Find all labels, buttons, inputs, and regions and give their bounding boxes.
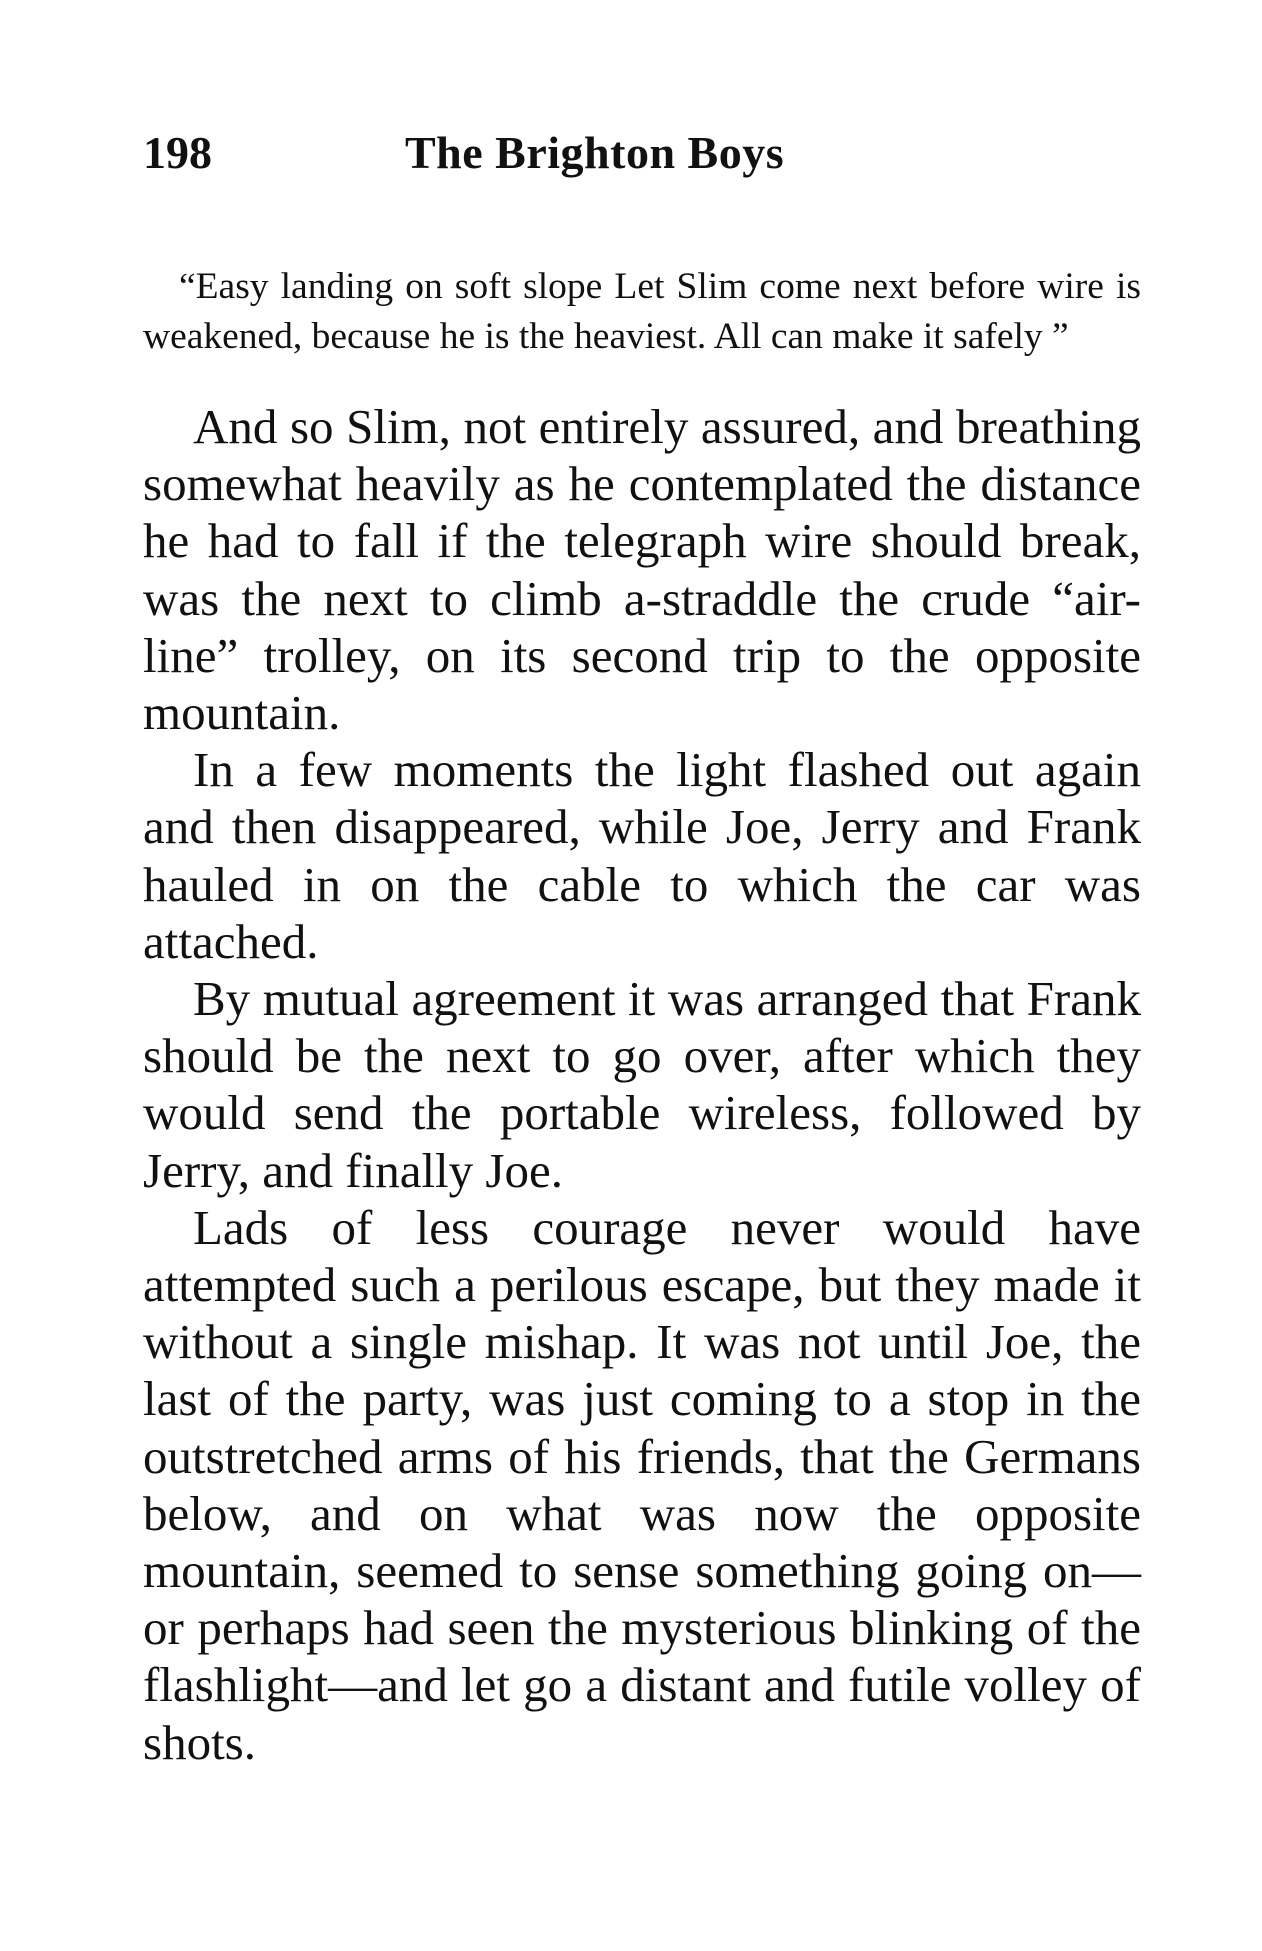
running-title: The Brighton Boys bbox=[405, 127, 785, 178]
page-number: 198 bbox=[143, 127, 212, 178]
body-text bbox=[143, 398, 1141, 1771]
paragraph: And so Slim, not entirely assured, and breathing somewhat heavily as he contemplated the distance he had to fall if the telegraph wire should break, was the next to climb a-straddle the crude “air-line” trolley, on its second trip to the opposite mountain. bbox=[143, 399, 1141, 741]
quoted-message: “Easy landing on soft slope Let Slim come next before wire is weakened, because he is the heaviest. All can make it safely ” bbox=[143, 265, 1141, 357]
paragraph: By mutual agreement it was arranged that Frank should be the next to go over, after which they would send the portable wireless, followed by Jerry, and finally Joe. bbox=[143, 971, 1141, 1198]
paragraph: In a few moments the light flashed out again and then disappeared, while Joe, Jerry and Frank hauled in on the cable to which the car was attached. bbox=[143, 742, 1141, 969]
paragraph: Lads of less courage never would have attempted such a perilous escape, but they made it without a single mishap. It was not until Joe, the last of the party, was just coming to a stop in the outstretched arms of his friends, that the Germans below, and on what was now the opposite mountain, seemed to sense something going on—or perhaps had seen the mysterious blinking of the flashlight—and let go a distant and futile volley of shots. bbox=[143, 1199, 1141, 1770]
page-header bbox=[143, 118, 1143, 188]
